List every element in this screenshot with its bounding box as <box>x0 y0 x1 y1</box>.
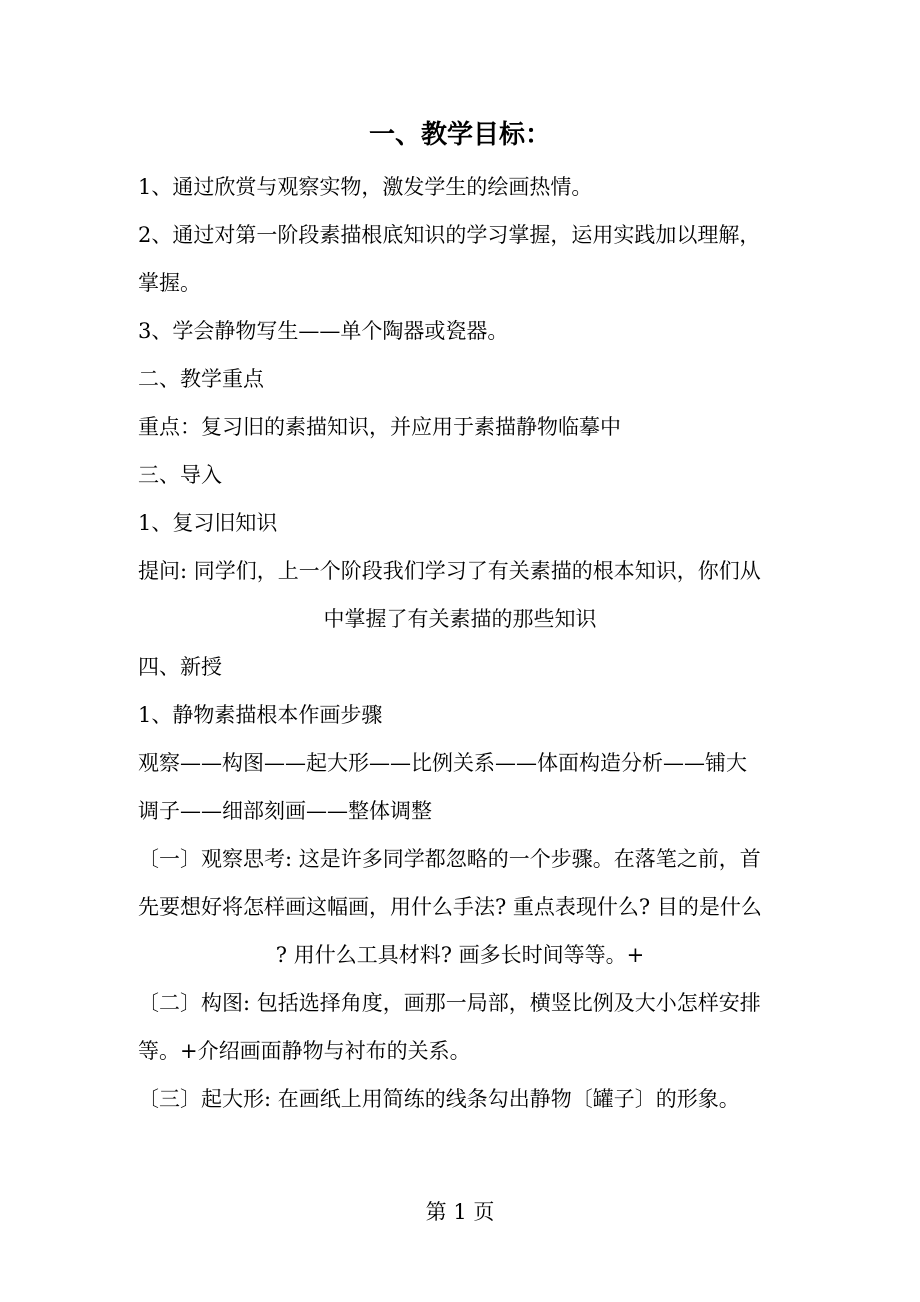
page-title: 一、教学目标： <box>368 120 551 150</box>
text-line-1: 1、通过欣赏与观察实物，激发学生的绘画热情。 <box>138 175 593 199</box>
section-heading-3: 三、导入 <box>138 463 222 487</box>
text-line-13: 观察——构图——起大形——比例关系——体面构造分析——铺大 <box>138 751 747 775</box>
text-line-14: 调子——细部刻画——整体调整 <box>138 799 432 823</box>
text-line-15: 〔一〕观察思考: 这是许多同学都忽略的一个步骤。在落笔之前，首 <box>138 847 761 871</box>
text-line-18: 〔二〕构图: 包括选择角度，画那一局部，横竖比例及大小怎样安排 <box>138 991 761 1015</box>
text-line-17: ? 用什么工具材料? 画多长时间等等。+ <box>275 943 645 967</box>
text-line-20: 〔三〕起大形: 在画纸上用简练的线条勾出静物〔罐子〕的形象。 <box>138 1087 740 1111</box>
page-number: 第 1 页 <box>425 1200 495 1224</box>
section-heading-2: 二、教学重点 <box>138 367 264 391</box>
text-line-8: 1、复习旧知识 <box>138 511 278 535</box>
text-line-19: 等。+介绍画面静物与衬布的关系。 <box>138 1039 471 1063</box>
text-line-3: 掌握。 <box>138 271 201 295</box>
section-heading-4: 四、新授 <box>138 655 222 679</box>
text-line-6: 重点：复习旧的素描知识，并应用于素描静物临摹中 <box>138 415 621 439</box>
text-line-12: 1、静物素描根本作画步骤 <box>138 703 383 727</box>
text-line-2: 2、通过对第一阶段素描根底知识的学习掌握，运用实践加以理解， <box>138 223 761 247</box>
text-line-16: 先要想好将怎样画这幅画，用什么手法? 重点表现什么? 目的是什么 <box>138 895 762 919</box>
text-line-10: 中掌握了有关素描的那些知识 <box>323 607 597 631</box>
text-line-9: 提问: 同学们，上一个阶段我们学习了有关素描的根本知识，你们从 <box>138 559 761 583</box>
text-line-4: 3、学会静物写生——单个陶器或瓷器。 <box>138 319 509 343</box>
